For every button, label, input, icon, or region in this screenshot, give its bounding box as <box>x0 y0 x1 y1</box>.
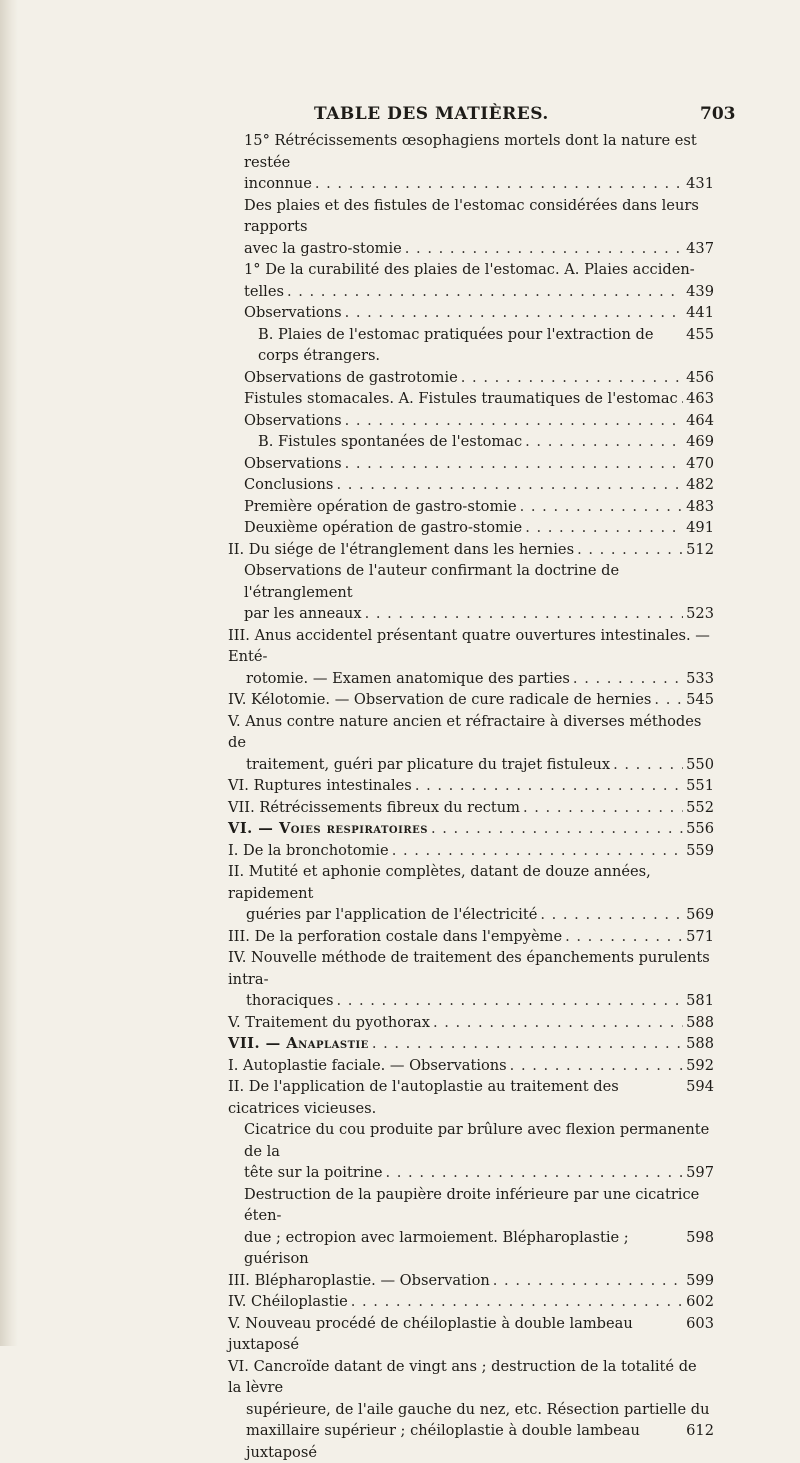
dot-leader <box>405 238 683 260</box>
dot-leader <box>565 926 683 948</box>
toc-entry-text: maxillaire supérieur ; chéiloplastie à double lambeau juxtaposé <box>246 1420 680 1463</box>
toc-entry <box>228 195 714 260</box>
dot-leader <box>345 302 683 324</box>
toc-entry <box>228 517 714 539</box>
toc-entry-text: Destruction de la paupière droite inférieure par une cicatrice éten- <box>244 1184 714 1227</box>
toc-entry-text: Des plaies et des fistules de l'estomac considérées dans leurs rapports <box>244 195 714 238</box>
toc-entry <box>228 539 714 561</box>
dot-leader <box>287 281 683 303</box>
toc-page-number: 588 <box>686 1033 714 1055</box>
toc-entry <box>228 367 714 389</box>
toc-entry-text: 15° Rétrécissements œsophagiens mortels dont la nature est restée <box>244 130 714 173</box>
dot-leader <box>525 431 683 453</box>
toc-entry-text: Conclusions <box>244 474 333 496</box>
dot-leader <box>520 496 683 518</box>
toc-entry-text: V. Anus contre nature ancien et réfractaire à diverses méthodes de <box>228 711 714 754</box>
toc-entry-text: Observations de gastrotomie <box>244 367 458 389</box>
toc-page-number: 594 <box>686 1076 714 1098</box>
toc-entry-text: V. Nouveau procédé de chéiloplastie à double lambeau juxtaposé <box>228 1313 680 1356</box>
toc-entry-text: IV. Chéiloplastie <box>228 1291 348 1313</box>
toc-entry-text: Observations de l'auteur confirmant la doctrine de l'étranglement <box>244 560 714 603</box>
toc-page-number: 470 <box>686 453 714 475</box>
dot-leader <box>525 517 683 539</box>
toc-entry-text: supérieure, de l'aile gauche du nez, etc. Résection partielle du <box>228 1399 714 1421</box>
toc-page-number: 545 <box>686 689 714 711</box>
toc-entry-text: VI. Cancroïde datant de vingt ans ; destruction de la totalité de la lèvre <box>228 1356 714 1399</box>
toc-entry <box>228 410 714 432</box>
toc-entry <box>228 775 714 797</box>
toc-entry <box>228 1356 714 1463</box>
toc-entry <box>228 1184 714 1270</box>
toc-entry-text: II. De l'application de l'autoplastie au traitement des cicatrices vicieuses. <box>228 1076 680 1119</box>
toc-entry <box>228 926 714 948</box>
toc-entry-text: due ; ectropion avec larmoiement. Blépharoplastie ; guérison <box>244 1227 680 1270</box>
toc-entry-text: Observations <box>244 453 342 475</box>
dot-leader <box>577 539 683 561</box>
toc-entry <box>228 840 714 862</box>
toc-entry <box>228 1291 714 1313</box>
toc-page-number: 483 <box>686 496 714 518</box>
toc-entry <box>228 689 714 711</box>
dot-leader <box>493 1270 683 1292</box>
toc-entry-text: telles <box>244 281 284 303</box>
toc-entry-text: B. Fistules spontanées de l'estomac <box>258 431 522 453</box>
toc-entry <box>228 130 714 195</box>
dot-leader <box>431 818 683 840</box>
dot-leader <box>372 1033 683 1055</box>
toc-page-number: 612 <box>686 1420 714 1442</box>
toc-entry-text: B. Plaies de l'estomac pratiquées pour l'extraction de corps étrangers. <box>258 324 680 367</box>
dot-leader <box>523 797 683 819</box>
running-head-title: TABLE DES MATIÈRES. <box>314 104 549 124</box>
toc-entry-text: VI. Ruptures intestinales <box>228 775 412 797</box>
toc-entry <box>228 1313 714 1356</box>
toc-entry-text: thoraciques <box>246 990 333 1012</box>
toc-entry-text: avec la gastro-stomie <box>244 238 402 260</box>
dot-leader <box>336 474 683 496</box>
dot-leader <box>433 1012 683 1034</box>
dot-leader <box>336 990 683 1012</box>
toc-entry-text: II. Du siége de l'étranglement dans les hernies <box>228 539 574 561</box>
toc-page-number: 599 <box>686 1270 714 1292</box>
toc-page-number: 441 <box>686 302 714 324</box>
toc-page-number: 482 <box>686 474 714 496</box>
toc-page-number: 550 <box>686 754 714 776</box>
toc-entry <box>228 431 714 453</box>
toc-page-number: 533 <box>686 668 714 690</box>
toc-page-number: 439 <box>686 281 714 303</box>
toc-entry <box>228 797 714 819</box>
toc-page-number: 464 <box>686 410 714 432</box>
toc-entry-text: Deuxième opération de gastro-stomie <box>244 517 522 539</box>
toc-entry <box>228 1119 714 1184</box>
toc-entry-text: IV. Kélotomie. — Observation de cure radicale de hernies <box>228 689 651 711</box>
toc-page-number: 588 <box>686 1012 714 1034</box>
toc-page-number: 551 <box>686 775 714 797</box>
toc-entry-text: III. Blépharoplastie. — Observation <box>228 1270 490 1292</box>
toc-page-number: 463 <box>686 388 714 410</box>
toc-page-number: 491 <box>686 517 714 539</box>
dot-leader <box>540 904 683 926</box>
toc-entry-text: traitement, guéri par plicature du trajet fistuleux <box>246 754 610 776</box>
toc-page-number: 597 <box>686 1162 714 1184</box>
dot-leader <box>351 1291 683 1313</box>
toc-entry <box>228 1055 714 1077</box>
toc-entry <box>228 259 714 302</box>
toc-entry-text: inconnue <box>244 173 312 195</box>
toc-section-heading <box>228 818 714 840</box>
toc-entry-text: Fistules stomacales. A. Fistules traumatiques de l'estomac <box>244 388 678 410</box>
table-of-contents <box>228 130 714 1463</box>
toc-entry-text: par les anneaux <box>244 603 362 625</box>
toc-entry <box>228 474 714 496</box>
toc-entry <box>228 388 714 410</box>
toc-page-number: 523 <box>686 603 714 625</box>
dot-leader <box>613 754 683 776</box>
toc-entry-text: Cicatrice du cou produite par brûlure avec flexion permanente de la <box>244 1119 714 1162</box>
toc-entry <box>228 1076 714 1119</box>
toc-page-number: 592 <box>686 1055 714 1077</box>
toc-entry-text: Observations <box>244 302 342 324</box>
toc-entry <box>228 711 714 776</box>
dot-leader <box>345 410 683 432</box>
toc-entry-text: rotomie. — Examen anatomique des parties <box>246 668 570 690</box>
toc-page-number: 437 <box>686 238 714 260</box>
toc-page-number: 512 <box>686 539 714 561</box>
toc-entry <box>228 496 714 518</box>
toc-entry <box>228 324 714 367</box>
toc-entry <box>228 625 714 690</box>
toc-entry <box>228 1270 714 1292</box>
dot-leader <box>315 173 683 195</box>
toc-entry-text: I. Autoplastie faciale. — Observations <box>228 1055 507 1077</box>
toc-entry <box>228 861 714 926</box>
toc-entry-text: VI. — Voies respiratoires <box>228 818 428 840</box>
toc-entry-text: VII. Rétrécissements fibreux du rectum <box>228 797 520 819</box>
dot-leader <box>510 1055 683 1077</box>
dot-leader <box>345 453 683 475</box>
toc-entry-text: VII. — Anaplastie <box>228 1033 369 1055</box>
page-number: 703 <box>700 104 736 124</box>
toc-entry-text: I. De la bronchotomie <box>228 840 389 862</box>
toc-entry-text: guéries par l'application de l'électricité <box>246 904 537 926</box>
toc-entry-text: II. Mutité et aphonie complètes, datant de douze années, rapidement <box>228 861 714 904</box>
page-edge-shadow <box>0 0 18 1346</box>
toc-entry <box>228 1012 714 1034</box>
dot-leader <box>392 840 683 862</box>
dot-leader <box>365 603 683 625</box>
dot-leader <box>681 388 683 410</box>
toc-entry <box>228 560 714 625</box>
toc-entry-text: IV. Nouvelle méthode de traitement des épanchements purulents intra- <box>228 947 714 990</box>
running-head <box>0 104 800 130</box>
dot-leader <box>386 1162 684 1184</box>
toc-page-number: 455 <box>686 324 714 346</box>
toc-entry-text: tête sur la poitrine <box>244 1162 383 1184</box>
toc-page-number: 603 <box>686 1313 714 1335</box>
toc-page-number: 569 <box>686 904 714 926</box>
toc-entry-text: Observations <box>244 410 342 432</box>
toc-entry <box>228 302 714 324</box>
toc-page-number: 456 <box>686 367 714 389</box>
dot-leader <box>461 367 683 389</box>
toc-page-number: 602 <box>686 1291 714 1313</box>
toc-page-number: 552 <box>686 797 714 819</box>
dot-leader <box>573 668 683 690</box>
toc-page-number: 431 <box>686 173 714 195</box>
toc-page-number: 581 <box>686 990 714 1012</box>
toc-entry-text: III. Anus accidentel présentant quatre ouvertures intestinales. — Enté- <box>228 625 714 668</box>
toc-entry-text: III. De la perforation costale dans l'empyème <box>228 926 562 948</box>
toc-entry-text: 1° De la curabilité des plaies de l'estomac. A. Plaies acciden- <box>244 259 714 281</box>
dot-leader <box>654 689 683 711</box>
toc-page-number: 598 <box>686 1227 714 1249</box>
toc-section-heading <box>228 1033 714 1055</box>
toc-entry <box>228 947 714 1012</box>
toc-page-number: 556 <box>686 818 714 840</box>
toc-entry-text: Première opération de gastro-stomie <box>244 496 517 518</box>
toc-entry-text: V. Traitement du pyothorax <box>228 1012 430 1034</box>
toc-page-number: 559 <box>686 840 714 862</box>
toc-entry <box>228 453 714 475</box>
toc-page-number: 571 <box>686 926 714 948</box>
dot-leader <box>415 775 683 797</box>
toc-page-number: 469 <box>686 431 714 453</box>
